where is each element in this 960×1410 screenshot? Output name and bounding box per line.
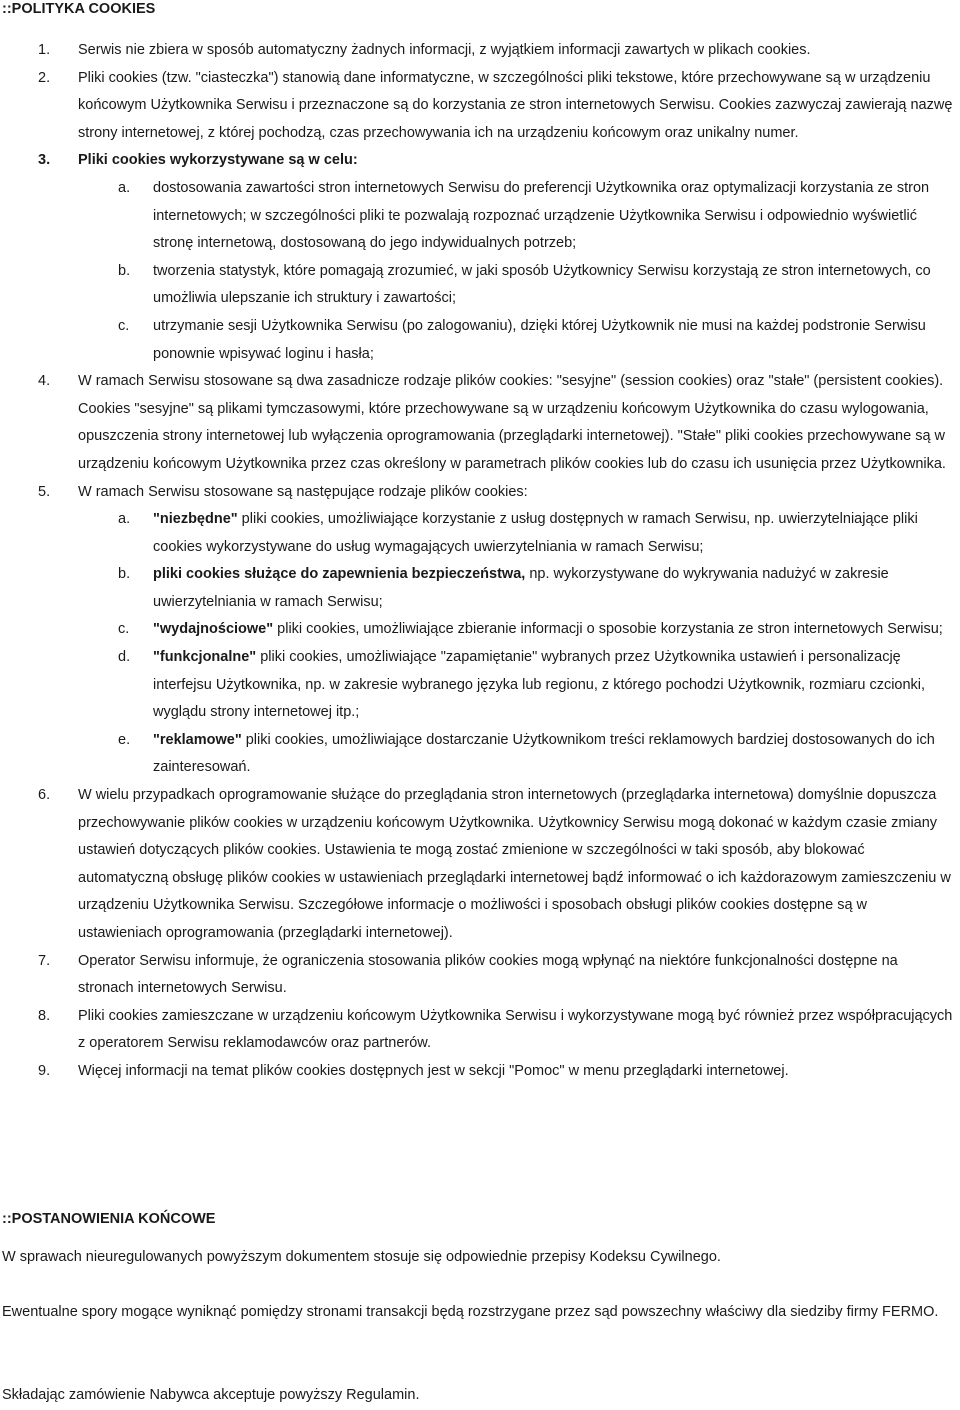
sub-item-text: utrzymanie sesji Użytkownika Serwisu (po zalogowaniu), dzięki której Użytkownik nie musi na każdej podstronie Serwisu ponownie wpisywać loginu i hasła; <box>153 317 926 362</box>
list-item <box>0 948 960 1003</box>
sub-item-bold: "reklamowe" <box>153 731 242 748</box>
sub-item-text: pliki cookies, umożliwiające korzystanie z usług dostępnych w ramach Serwisu, np. uwierzytelniające pliki cookies wykorzystywane do usług wymagających uwierzytelniania w ramach Serwisu; <box>153 511 918 555</box>
list-item-text: Serwis nie zbiera w sposób automatyczny żadnych informacji, z wyjątkiem informacji zawartych w plikach cookies. <box>78 42 811 58</box>
sub-letter: c. <box>118 317 130 334</box>
list-item-text: Pliki cookies (tzw. "ciasteczka") stanowią dane informatyczne, w szczególności pliki tekstowe, które przechowywane są w urządzeniu końcowym Użytkownika Serwisu i przeznaczone są do korzystania ze stron internetowych Serwisu. Cookies zazwyczaj zawierają nazwę strony internetowej, z której pochodzą, czas przechowywania ich na urządzeniu końcowym oraz unikalny numer. <box>78 69 953 141</box>
sub-item <box>0 506 954 561</box>
list-item-text: W wielu przypadkach oprogramowanie służące do przeglądania stron internetowych (przeglądarka internetowa) domyślnie dopuszcza przechowywanie plików cookies w urządzeniu końcowym Użytkownika. Użytkownicy Serwisu mogą dokonać w każdym czasie zmiany ustawień dotyczących plików cookies. Ustawienia te mogą zostać zmienione w szczególności w taki sposób, aby blokować automatyczną obsługę plików cookies w ustawieniach przeglądarki internetowej bądź informować o ich każdorazowym zamieszczeniu w urządzeniu Użytkownika Serwisu. Szczegółowe informacje o możliwości i sposobach obsługi plików cookies dostępne są w ustawieniach oprogramowania (przeglądarki internetowej). <box>78 787 951 941</box>
list-item-text: W ramach Serwisu stosowane są dwa zasadnicze rodzaje plików cookies: "sesyjne" (session cookies) oraz "stałe" (persistent cookies). Cookies "sesyjne" są plikami tymczasowymi, które przechowywane są w urządzeniu końcowym Użytkownika do czasu wylogowania, opuszczenia strony internetowej lub wyłączenia oprogramowania (przeglądarki internetowej). "Stałe" pliki cookies przechowywane są w urządzeniu końcowym Użytkownika przez czas określony w parametrach plików cookies lub do czasu ich usunięcia przez Użytkownika. <box>78 373 946 472</box>
sub-letter: a. <box>118 511 131 528</box>
list-number: 6. <box>38 787 51 804</box>
sub-item-bold: "niezbędne" <box>153 511 238 528</box>
sub-letter: b. <box>118 262 131 279</box>
sub-item <box>0 313 954 368</box>
sub-item-text: np. wykorzystywane do wykrywania nadużyć w zakresie uwierzytelniania w ramach Serwisu; <box>153 566 889 610</box>
list-number: 3. <box>38 152 51 169</box>
list-item <box>0 1058 960 1086</box>
section-title-cookies: ::POLITYKA COOKIES <box>2 1 156 17</box>
list-item-text: Pliki cookies wykorzystywane są w celu: <box>78 152 358 169</box>
sub-item-text: pliki cookies, umożliwiające dostarczanie Użytkownikom treści reklamowych bardziej dostosowanych do ich zainteresowań. <box>153 731 935 776</box>
sub-item-bold: "funkcjonalne" <box>153 649 257 666</box>
sub-letter: c. <box>118 621 130 638</box>
sub-item-text: dostosowania zawartości stron internetowych Serwisu do preferencji Użytkownika oraz optymalizacji korzystania ze stron internetowych; w szczególności pliki te pozwalają rozpoznać urządzenie Użytkownika Serwisu i odpowiednio wyświetlić stronę internetową, dostosowaną do jego indywidualnych potrzeb; <box>153 179 930 252</box>
list-item <box>0 479 960 783</box>
list-number: 7. <box>38 952 51 969</box>
sub-item-text: tworzenia statystyk, które pomagają zrozumieć, w jaki sposób Użytkownicy Serwisu korzystają ze stron internetowych, co umożliwia ulepszanie ich struktury i zawartości; <box>153 262 931 307</box>
list-number: 2. <box>38 69 51 86</box>
list-number: 5. <box>38 483 51 500</box>
list-item <box>0 147 960 368</box>
sub-item <box>0 258 954 313</box>
sub-item-text: pliki cookies, umożliwiające "zapamiętanie" wybranych przez Użytkownika ustawień i personalizację interfejsu Użytkownika, np. w zakresie wybranego języka lub regionu, z którego pochodzi Użytkownik, rozmiaru czcionki, wyglądu strony internetowej itp.; <box>153 649 926 721</box>
list-item-text: W ramach Serwisu stosowane są następujące rodzaje plików cookies: <box>78 483 528 500</box>
list-number: 1. <box>38 42 51 58</box>
list-item-text: Pliki cookies zamieszczane w urządzeniu końcowym Użytkownika Serwisu i wykorzystywane mogą być również przez współpracujących z operatorem Serwisu reklamodawców oraz partnerów. <box>78 1007 953 1052</box>
sub-letter: a. <box>118 179 131 196</box>
list-item <box>0 65 960 148</box>
list-item-text: Więcej informacji na temat plików cookies dostępnych jest w sekcji "Pomoc" w menu przeglądarki internetowej. <box>78 1062 789 1079</box>
list-item-text: Operator Serwisu informuje, że ograniczenia stosowania plików cookies mogą wpłynąć na niektóre funkcjonalności dostępne na stronach internetowych Serwisu. <box>78 952 898 997</box>
sub-item <box>0 175 954 258</box>
sub-item-bold: pliki cookies służące do zapewnienia bezpieczeństwa, <box>153 566 526 583</box>
sub-item <box>0 616 954 644</box>
list-number: 9. <box>38 1062 51 1079</box>
sub-item-bold: "wydajnościowe" <box>153 621 274 638</box>
list-number: 8. <box>38 1007 51 1024</box>
sub-letter: d. <box>118 649 131 666</box>
list-item <box>0 368 960 478</box>
sub-letter: b. <box>118 566 131 583</box>
paragraph: Ewentualne spory mogące wyniknąć pomiędzy stronami transakcji będą rozstrzygane przez sąd powszechny właściwy dla siedziby firmy FERMO. <box>2 1304 939 1320</box>
sub-item <box>0 727 954 782</box>
list-item <box>0 1003 960 1058</box>
paragraph: W sprawach nieuregulowanych powyższym dokumentem stosuje się odpowiednie przepisy Kodeksu Cywilnego. <box>2 1249 721 1265</box>
list-number: 4. <box>38 373 51 390</box>
sub-item <box>0 561 954 616</box>
list-item <box>0 782 960 948</box>
sub-letter: e. <box>118 731 131 748</box>
list-item <box>0 37 960 65</box>
sub-item-text: pliki cookies, umożliwiające zbieranie informacji o sposobie korzystania ze stron internetowych Serwisu; <box>273 621 943 638</box>
sub-item <box>0 644 954 727</box>
section-title-final-provisions: ::POSTANOWIENIA KOŃCOWE <box>2 1211 216 1227</box>
cookies-list <box>0 37 960 1086</box>
paragraph: Składając zamówienie Nabywca akceptuje powyższy Regulamin. <box>2 1387 420 1403</box>
